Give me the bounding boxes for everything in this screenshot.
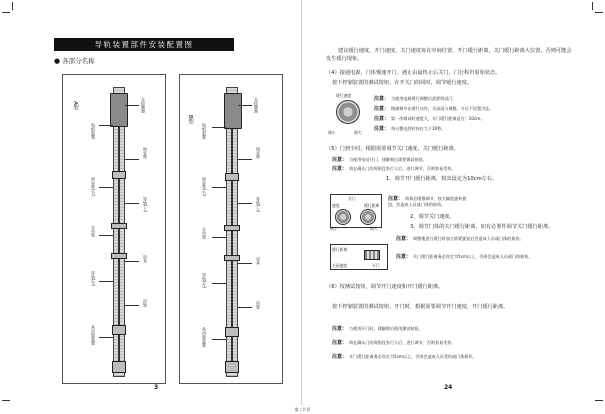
- crop-mark: [2, 12, 10, 13]
- crop-mark: [595, 400, 603, 401]
- step5-sub1-note: 注意： 请务必缓慢调节，按大幅度旋转旋钮，会造成人员或门体的损伤。: [388, 196, 467, 207]
- page-fold: [301, 0, 302, 405]
- label-rail-top-b: 导轨(上): [256, 197, 261, 213]
- step5-sub3-note-2: 注意： 关门缓行距离务必设定为5cm以上，否则会造成人员或门体损伤。: [396, 254, 533, 260]
- label-rail-left-a: 导轨(左): [91, 271, 96, 287]
- leader-line: [125, 203, 139, 204]
- step4-note-3: 注意： 第一次调试时速度大，开门缓行距离是在：10cm。: [374, 116, 485, 122]
- step6-note-3: 注意： 开门缓行距离务必设定为5cm以上，否则会造成人员受伤或门体损坏。: [332, 354, 477, 360]
- bracket-b1: [224, 225, 240, 231]
- leader-line: [99, 337, 113, 338]
- leader-line: [99, 281, 113, 282]
- leader-line: [99, 187, 113, 188]
- step6-text: 按下控制装置的测试按钮，开门时，根据需要调节开门速度，开门缓行距离。: [332, 304, 509, 310]
- leader-line: [125, 159, 139, 160]
- distance-diagram-top: 缓行距离: [332, 247, 348, 252]
- end-cap-b: [225, 361, 239, 373]
- leader-line: [125, 105, 139, 106]
- bullet-icon: ●: [54, 57, 61, 65]
- diagram-b: [179, 74, 283, 384]
- dial2-label-left: 调小: [330, 226, 338, 231]
- label-driven-wheel-a: 从动轮装置: [91, 325, 96, 345]
- label-motor-a: 电机装置: [91, 123, 96, 139]
- door-panel-icon: [364, 250, 380, 260]
- dial2-label-distance: 缓行距离: [364, 203, 380, 208]
- step5-note-2: 注意： 请在确认门的周围没有行人后，进行调节，否则容易受伤。: [332, 166, 456, 172]
- leader-line: [238, 105, 252, 106]
- step5-sub1: 1、调节开门缓行距离，将其设定为10cm左右。: [386, 176, 498, 182]
- leader-line: [212, 339, 226, 340]
- section-heading: [54, 56, 95, 65]
- distance-diagram-right: 开门: [372, 263, 380, 268]
- step4-heading: （4）接通电源，门体慢速开门，遇止由最终止后关门，门行程归原始状态。: [326, 70, 501, 76]
- speed-dial-2[interactable]: [335, 209, 351, 225]
- label-rail-left-b: 导轨(左): [202, 273, 207, 289]
- dial2-label-right: 调大: [370, 226, 378, 231]
- leader-line: [99, 235, 113, 236]
- step5-heading: （5）门到全时，根据需要调节关门速度，关门缓行距离。: [326, 146, 459, 152]
- intro-text: 建议缓行速度，开门速度，关门速度每在中间位置，开门缓行距离，关门缓行距离大位置，否则可能会发生缓行现象。: [326, 48, 572, 62]
- distance-dial[interactable]: [360, 209, 376, 225]
- label-belt-right-a: 同步带(右): [91, 177, 96, 197]
- speed-dial-1[interactable]: [336, 100, 360, 124]
- label-driven-wheel-b: 从动轮装置: [202, 327, 207, 347]
- leader-line: [212, 283, 226, 284]
- leader-line: [212, 127, 226, 128]
- leader-line: [212, 187, 226, 188]
- step5-note-1: 注意： 当使用电动开门，建解吸后需要调试按钮。: [332, 157, 427, 163]
- page-number-left: 3: [154, 384, 159, 391]
- label-drive-wheel-b: 主动轮: [202, 227, 207, 239]
- step4-note-2: 注意： 慢速调节在缓行动作，关闭再与调整。开后不设置为佳。: [374, 106, 494, 112]
- label-drive-wheel-a: 主动轮: [91, 225, 96, 237]
- step6-note-1: 注意： 当使用开门时，建解除后使用测试按钮。: [332, 326, 423, 332]
- label-belt-right-b: 同步带(右): [202, 177, 207, 197]
- label-controller-b: 主控制器: [254, 97, 259, 113]
- bracket-b2: [224, 255, 240, 261]
- step4-note-1: 注意： 当使用电源缓行调整后需要调试门。: [374, 96, 457, 102]
- distance-diagram-bottom: 关闭速度: [332, 263, 348, 268]
- label-belt-b: 同步带: [256, 147, 261, 159]
- step5-sub3: 3、调节门体的关门缓行距离，如有必要件调节关门缓行距离。: [410, 224, 554, 230]
- step5-sub2: 2、调节关门速度。: [410, 214, 455, 220]
- crop-mark: [12, 2, 13, 10]
- crop-mark: [595, 12, 603, 13]
- label-roller-b: 吊轮: [256, 301, 261, 309]
- diagram-a: [62, 74, 166, 384]
- bracket-a2: [111, 253, 127, 259]
- section-label: 各部分名称: [62, 57, 95, 65]
- step5-sub3-note: 注意： 调整地进行缓行时加大锁紧旋钮后会造成人员或门体的损伤。: [396, 236, 524, 242]
- step6-note-2: 注意： 请在确认门的周围没有行人后，进行调节，否则容易受伤。: [332, 340, 456, 346]
- dial1-label-top: 缓行速度: [336, 93, 352, 98]
- label-controller-a: 主控制器: [141, 97, 146, 113]
- leader-line: [238, 203, 252, 204]
- crop-mark: [592, 2, 593, 10]
- pulley-b: [225, 173, 239, 181]
- end-cap-a: [112, 361, 126, 373]
- model-b-label: B型: [187, 115, 193, 125]
- label-roller-a: 吊轮: [143, 299, 148, 307]
- step6-heading: （6）按测试按钮，调节开门速度和开门缓行距离。: [326, 284, 444, 290]
- leader-line: [125, 261, 139, 262]
- page-title: 导轨装置部件安装配置图: [54, 38, 234, 51]
- step4-text: 按下控制装置的测试按钮，在开关门的同时，调节缓行速度。: [332, 80, 473, 86]
- leader-line: [99, 125, 113, 126]
- motor-a: [110, 93, 128, 127]
- motor-b: [224, 93, 242, 129]
- crop-mark: [2, 400, 10, 401]
- dial2-label-speed: 速度: [332, 203, 340, 208]
- pulley-a: [112, 171, 126, 179]
- idler-b: [225, 327, 239, 337]
- model-a-label: A型: [72, 101, 78, 111]
- dial1-label-right: 调大: [354, 130, 362, 135]
- leader-line: [212, 237, 226, 238]
- bracket-a1: [111, 223, 127, 229]
- label-motor-b: 电机装置: [202, 123, 207, 139]
- label-belt-a: 同步带: [143, 147, 148, 159]
- idler-a: [112, 325, 126, 335]
- right-page: [306, 14, 590, 398]
- leader-line: [238, 263, 252, 264]
- leader-line: [125, 305, 139, 306]
- leader-line: [238, 307, 252, 308]
- dial2-label-top: 关门: [348, 196, 356, 201]
- print-footer: 第二片吊: [294, 407, 311, 412]
- leader-line: [238, 159, 252, 160]
- label-hanger-a: 吊具: [143, 255, 148, 263]
- left-page: [14, 14, 298, 398]
- step4-note-4: 注意： 每台整电控时间在大于10秒。: [374, 126, 446, 132]
- dial1-label-left: 调小: [328, 130, 336, 135]
- label-rail-top-a: 导轨(上): [143, 197, 148, 213]
- label-hanger-b: 吊具: [256, 257, 261, 265]
- page-number-right: 24: [444, 384, 453, 391]
